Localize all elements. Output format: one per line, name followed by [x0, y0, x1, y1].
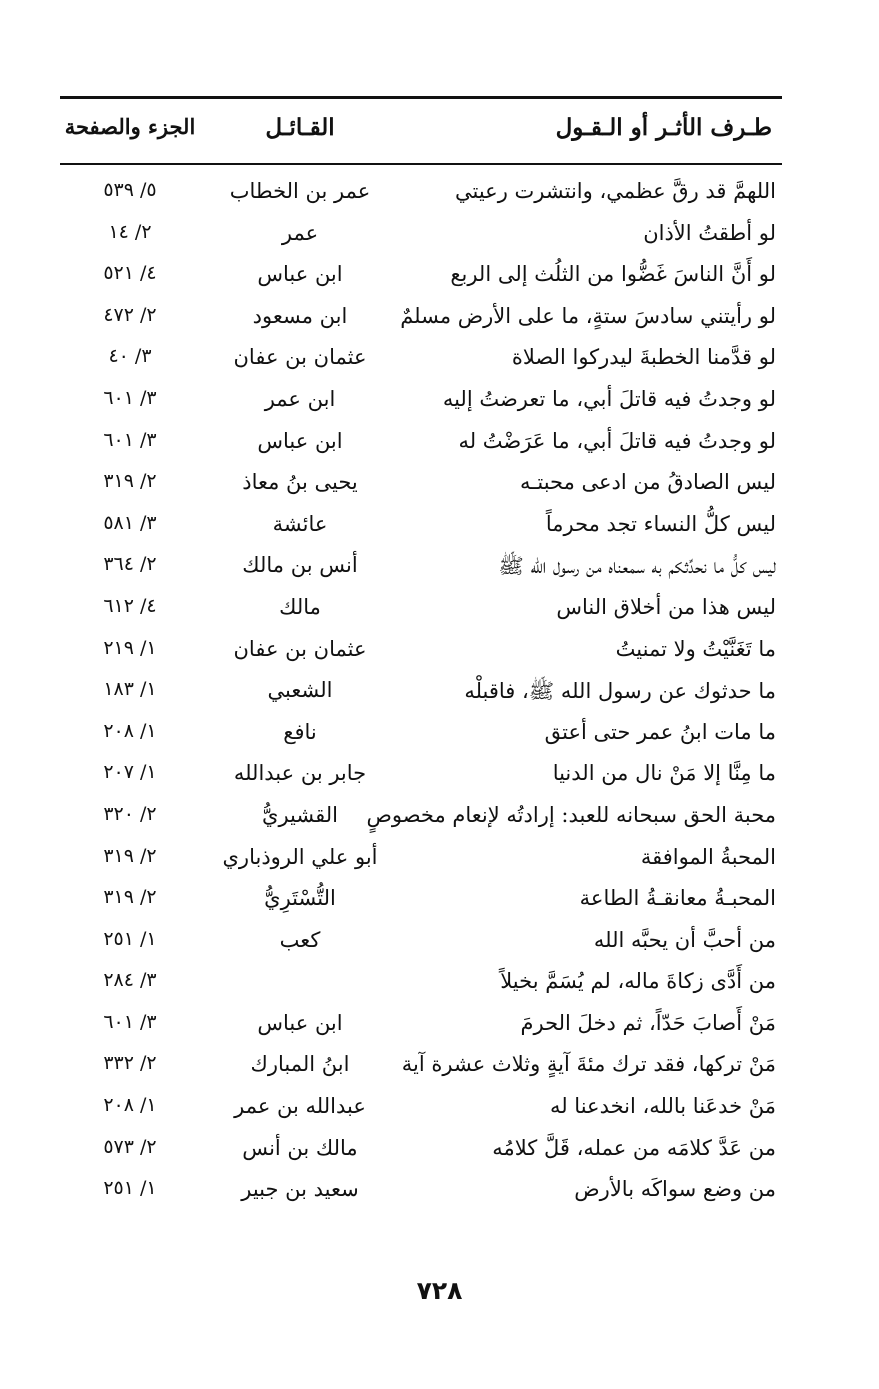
- quote-cell: لو رأيتني سادسَ ستةٍ، ما على الأرض مسلمٌ: [400, 303, 776, 328]
- sayer-cell: كعب: [279, 927, 321, 952]
- sayer-cell: مالك: [279, 594, 321, 619]
- top-rule: [60, 96, 782, 99]
- table-row: [60, 466, 782, 508]
- table-row: [60, 549, 782, 591]
- ref-cell: ١/ ١٨٣: [103, 678, 157, 701]
- header-ref: الجزء والصفحة: [64, 114, 196, 139]
- sayer-cell: مالك بن أنس: [242, 1135, 358, 1160]
- ref-cell: ٥/ ٥٣٩: [103, 179, 157, 201]
- quote-cell: ليس كلُّ ما نحدِّثكم به سمعناه من رسول الله ﷺ: [498, 554, 776, 579]
- quote-cell: مَنْ أَصابَ حَدّاً، ثم دخلَ الحرمَ: [520, 1010, 776, 1035]
- header-sayer: القـائـل: [265, 114, 335, 141]
- sayer-cell: الشعبي: [267, 678, 333, 703]
- quote-cell: المحبـةُ معانقـةُ الطاعة: [579, 886, 776, 911]
- table-row: [60, 1173, 782, 1215]
- table-row: [60, 341, 782, 383]
- table-row: [60, 1132, 782, 1174]
- ref-cell: ٣/ ٦٠١: [103, 386, 157, 409]
- quote-cell: مَنْ خدعَنا بالله، انخدعنا له: [549, 1094, 776, 1119]
- table-row: [60, 425, 782, 467]
- table-row: [60, 1007, 782, 1049]
- sayer-cell: عمر بن الخطاب: [229, 179, 371, 203]
- table-row: [60, 924, 782, 966]
- quote-cell: اللهمَّ قد رقَّ عظمي، وانتشرت رعيتي: [455, 179, 776, 203]
- table-row: [60, 757, 782, 799]
- ref-cell: ٢/ ٣١٩: [103, 886, 157, 909]
- table-row: [60, 300, 782, 342]
- sayer-cell: عمر: [281, 220, 319, 245]
- quote-cell: ما مِنَّا إلا مَنْ نال من الدنيا: [552, 761, 776, 786]
- sayer-cell: أبو علي الروذباري: [222, 844, 378, 869]
- index-table: [60, 175, 782, 1215]
- quote-cell: من وضع سواكَه بالأرض: [574, 1177, 776, 1202]
- quote-cell: من أحبَّ أن يحبَّه الله: [593, 927, 776, 952]
- ref-cell: ٣/ ٢٨٤: [103, 969, 157, 992]
- ref-cell: ١/ ٢١٩: [103, 636, 157, 659]
- table-row: [60, 965, 782, 1007]
- ref-cell: ٢/ ٣١٩: [103, 844, 157, 867]
- ref-cell: ٢/ ٣١٩: [103, 470, 157, 493]
- ref-cell: ١/ ٢٠٨: [103, 1094, 157, 1117]
- ref-cell: ١/ ٢٠٧: [103, 761, 157, 784]
- header-quote: طـرف الأثـر أو الـقـول: [555, 114, 772, 141]
- quote-cell: ما مات ابنُ عمر حتى أعتق: [544, 719, 776, 744]
- table-row: [60, 175, 782, 217]
- ref-cell: ١/ ٢٥١: [103, 1177, 157, 1200]
- table-row: [60, 882, 782, 924]
- sayer-cell: أنس بن مالك: [242, 553, 358, 578]
- quote-cell: ليس الصادقُ من ادعى محبتـه: [519, 470, 776, 495]
- sayer-cell: ابن مسعود: [252, 303, 348, 328]
- sayer-cell: ابن عباس: [257, 1010, 343, 1035]
- ref-cell: ٢/ ٣٢٠: [103, 802, 157, 825]
- quote-cell: محبة الحق سبحانه للعبد: إرادتُه لإنعام مخصوصٍ: [366, 802, 776, 827]
- table-row: [60, 258, 782, 300]
- ref-cell: ٢/ ٥٧٣: [103, 1135, 157, 1158]
- table-row: [60, 508, 782, 550]
- sayer-cell: عثمان بن عفان: [233, 345, 367, 370]
- sayer-cell: يحيى بنُ معاذ: [242, 470, 358, 495]
- ref-cell: ١/ ٢٠٨: [103, 719, 157, 742]
- ref-cell: ١/ ٢٥١: [103, 927, 157, 950]
- ref-cell: ٤/ ٦١٢: [103, 594, 157, 617]
- sayer-cell: ابنُ المبارك: [250, 1052, 350, 1077]
- quote-cell: ليس كلُّ النساء تجد محرماً: [545, 511, 776, 536]
- sayer-cell: عثمان بن عفان: [233, 636, 367, 661]
- sayer-cell: عبدالله بن عمر: [234, 1094, 366, 1119]
- table-row: [60, 841, 782, 883]
- table-row: [60, 716, 782, 758]
- quote-cell: ليس هذا من أخلاق الناس: [556, 594, 776, 619]
- ref-cell: ٣/ ٤٠: [108, 345, 152, 368]
- sayer-cell: سعيد بن جبير: [241, 1177, 359, 1202]
- table-row: [60, 799, 782, 841]
- ref-cell: ٢/ ٤٧٢: [103, 303, 157, 326]
- table-row: [60, 1090, 782, 1132]
- table-row: [60, 633, 782, 675]
- page-number: ٧٢٨: [416, 1276, 463, 1305]
- table-header: [60, 108, 782, 156]
- sayer-cell: التُّسْتَرِيُّ: [264, 886, 336, 911]
- quote-cell: لو قدَّمنا الخطبةَ ليدركوا الصلاة: [511, 345, 776, 370]
- ref-cell: ٢/ ١٤: [108, 220, 152, 243]
- ref-cell: ٣/ ٥٨١: [103, 511, 157, 534]
- sayer-cell: القشيريُّ: [262, 802, 338, 827]
- table-row: [60, 383, 782, 425]
- quote-cell: لو أطقتُ الأذان: [643, 220, 776, 245]
- ref-cell: ٣/ ٦٠١: [103, 428, 157, 451]
- ref-cell: ٣/ ٦٠١: [103, 1010, 157, 1033]
- table-row: [60, 217, 782, 259]
- sayer-cell: عائشة: [272, 511, 328, 536]
- quote-cell: ما تَغَنَّيْتُ ولا تمنيتُ: [615, 636, 776, 661]
- quote-cell: لو وجدتُ فيه قاتلَ أبي، ما تعرضتُ إليه: [442, 386, 776, 411]
- ref-cell: ٢/ ٣٣٢: [103, 1052, 157, 1075]
- quote-cell: ما حدثوك عن رسول الله ﷺ، فاقبلْه: [464, 679, 776, 704]
- quote-cell: مَنْ تركها، فقد ترك مئةَ آيةٍ وثلاث عشرة آية: [401, 1052, 776, 1077]
- sayer-cell: ابن عمر: [264, 386, 336, 411]
- table-row: [60, 674, 782, 716]
- header-rule: [60, 163, 782, 165]
- quote-cell: من أَدَّى زكاةَ ماله، لم يُسَمَّ بخيلاً: [500, 969, 776, 994]
- table-row: [60, 1048, 782, 1090]
- table-row: [60, 591, 782, 633]
- quote-cell: لو أَنَّ الناسَ غَضُّوا من الثلُث إلى الربع: [450, 262, 776, 287]
- quote-cell: لو وجدتُ فيه قاتلَ أبي، ما عَرَضْتُ له: [458, 428, 776, 453]
- ref-cell: ٢/ ٣٦٤: [103, 553, 157, 576]
- sayer-cell: ابن عباس: [257, 428, 343, 453]
- sayer-cell: ابن عباس: [257, 262, 343, 287]
- quote-cell: من عَدَّ كلامَه من عمله، قَلَّ كلامُه: [492, 1135, 776, 1160]
- quote-cell: المحبةُ الموافقة: [640, 844, 776, 869]
- ref-cell: ٤/ ٥٢١: [103, 262, 157, 285]
- sayer-cell: نافع: [283, 719, 317, 744]
- sayer-cell: جابر بن عبدالله: [233, 761, 367, 786]
